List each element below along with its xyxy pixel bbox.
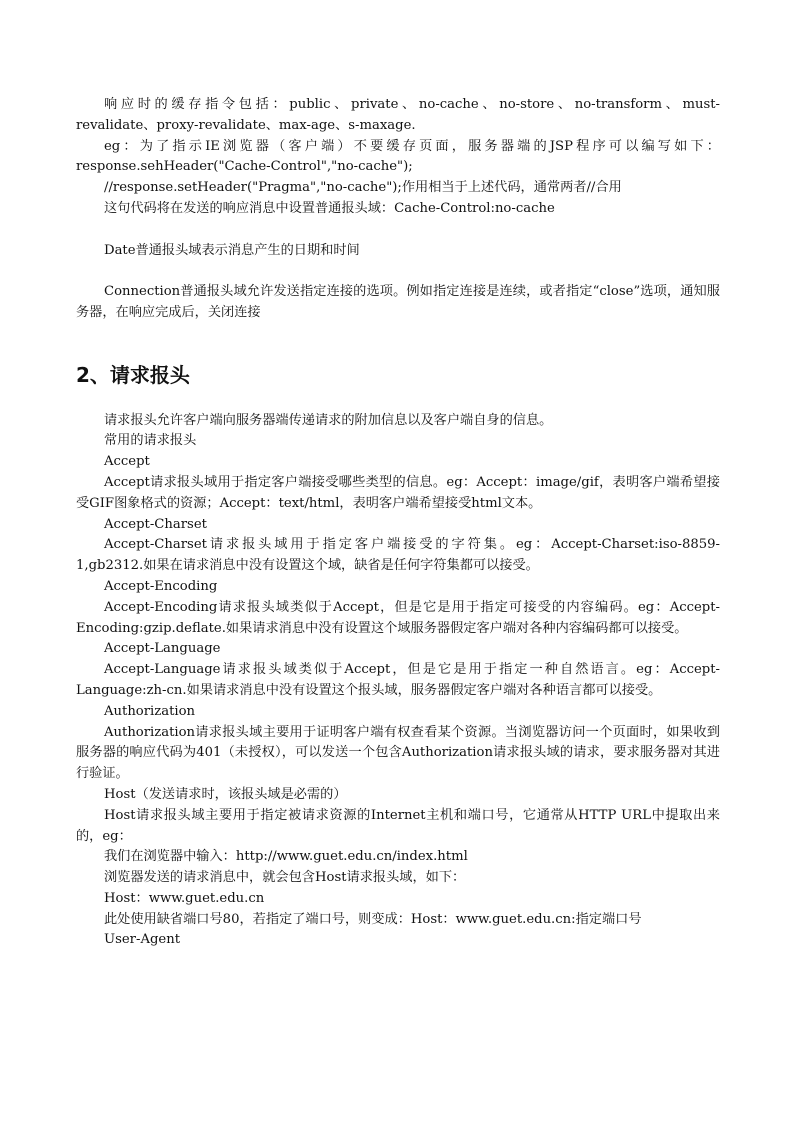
host-example-line: Host：www.guet.edu.cn <box>104 890 265 906</box>
spacer <box>76 324 720 345</box>
host-port-line: 此处使用缺省端口号80，若指定了端口号，则变成：Host：www.guet.edu.cn:指定端口号 <box>104 911 642 927</box>
host-title: Host（发送请求时，该报头域是必需的） <box>104 786 347 802</box>
spacer <box>76 261 720 282</box>
spacer <box>76 220 720 241</box>
host-input-line: 我们在浏览器中输入：http://www.guet.edu.cn/index.html <box>104 849 468 865</box>
document-page <box>76 95 720 951</box>
pragma-line: //response.setHeader("Pragma","no-cache");作用相当于上述代码，通常两者//合用 <box>104 180 622 196</box>
authorization-description: Authorization请求报头域主要用于证明客户端有权查看某个资源。当浏览器访问一个页面时，如果收到服务器的响应代码为401（未授权），可以发送一个包含Authorization请求报头域的请求，要求服务器对其进行验证。 <box>76 724 720 782</box>
host-description: Host请求报头域主要用于指定被请求资源的Internet主机和端口号，它通常从HTTP URL中提取出来的，eg： <box>76 807 720 844</box>
accept-title: Accept <box>104 454 150 470</box>
accept-description: Accept请求报头域用于指定客户端接受哪些类型的信息。eg：Accept：image/gif，表明客户端希望接受GIF图象格式的资源；Accept：text/html，表明客户端希望接受html文本。 <box>76 474 720 511</box>
effect-line: 这句代码将在发送的响应消息中设置普通报头域：Cache-Control:no-cache <box>104 200 555 216</box>
request-header-intro: 请求报头允许客户端向服务器端传递请求的附加信息以及客户端自身的信息。 <box>104 412 553 428</box>
accept-encoding-title: Accept-Encoding <box>104 578 218 594</box>
user-agent-title: User-Agent <box>104 932 181 948</box>
accept-charset-description: Accept-Charset请求报头域用于指定客户端接受的字符集。eg：Accept-Charset:iso-8859-1,gb2312.如果在请求消息中没有设置这个域，缺省是任何字符集都可以接受。 <box>76 537 720 574</box>
section-heading: 2、请求报头 <box>76 362 190 387</box>
authorization-title: Authorization <box>104 703 196 719</box>
accept-language-title: Accept-Language <box>104 641 221 657</box>
accept-encoding-description: Accept-Encoding请求报头域类似于Accept，但是它是用于指定可接受的内容编码。eg：Accept-Encoding:gzip.deflate.如果请求消息中没有设置这个域服务器假定客户端对各种内容编码都可以接受。 <box>76 599 720 636</box>
connection-paragraph: Connection普通报头域允许发送指定连接的选项。例如指定连接是连续，或者指定“close”选项，通知服务器，在响应完成后，关闭连接 <box>76 284 720 320</box>
date-line: Date普通报头域表示消息产生的日期和时间 <box>104 242 360 258</box>
accept-language-description: Accept-Language请求报头域类似于Accept，但是它是用于指定一种自然语言。eg：Accept-Language:zh-cn.如果请求消息中没有设置这个报头域，服务器假定客户端对各种语言都可以接受。 <box>76 662 720 698</box>
eg-intro-paragraph: eg：为了指示IE浏览器（客户端）不要缓存页面，服务器端的JSP程序可以编写如下：response.sehHeader("Cache-Control","no-cache"); <box>76 138 720 175</box>
cache-directives-paragraph: 响应时的缓存指令包括：public、private、no-cache、no-store、no-transform、must-revalidate、proxy-revalidate、max-age、s-maxage. <box>76 97 720 133</box>
host-message-line: 浏览器发送的请求消息中，就会包含Host请求报头域，如下： <box>104 870 466 886</box>
accept-charset-title: Accept-Charset <box>104 516 207 532</box>
common-headers-label: 常用的请求报头 <box>104 433 197 449</box>
